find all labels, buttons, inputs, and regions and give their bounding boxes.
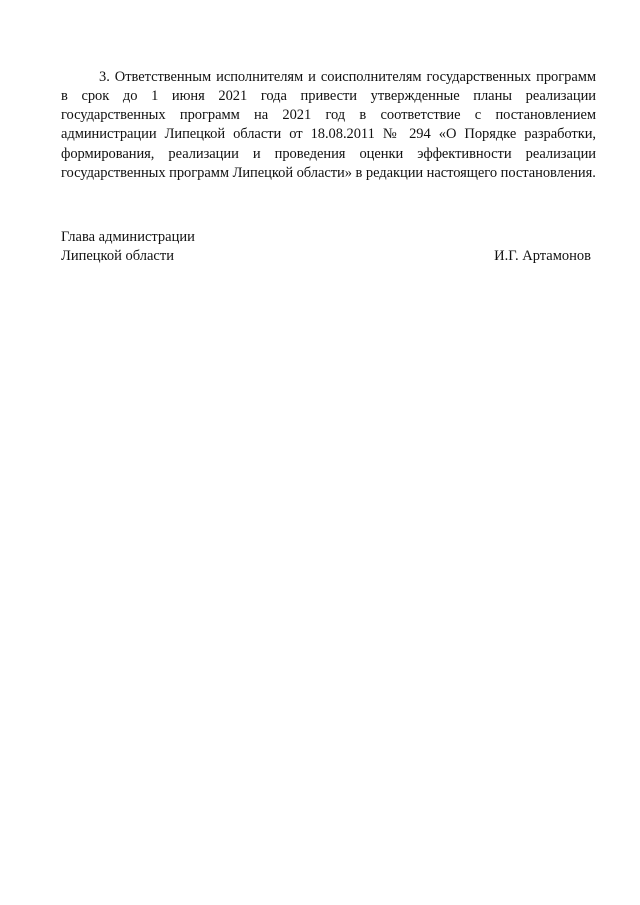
signature-position-title: Глава администрации — [61, 229, 195, 245]
signature-name: И.Г. Артамонов — [494, 248, 591, 264]
signature-position-line-1 — [61, 228, 591, 247]
signature-position-region: Липецкой области — [61, 248, 174, 264]
paragraph-3: 3. Ответственным исполнителям и соисполнителям государственных программ в срок до 1 июня 2021 года привести утвержденные планы реализации государственных программ на 2021 год в соответствие с постановлением администрации Липецкой области от 18.08.2011 № 294 «О Порядке разработки, формирования, реализации и проведения оценки эффективности реализации государственных программ Липецкой области» в редакции настоящего постановления. — [61, 68, 596, 181]
signature-position-line-2 — [61, 247, 591, 266]
signature-block — [61, 228, 591, 266]
